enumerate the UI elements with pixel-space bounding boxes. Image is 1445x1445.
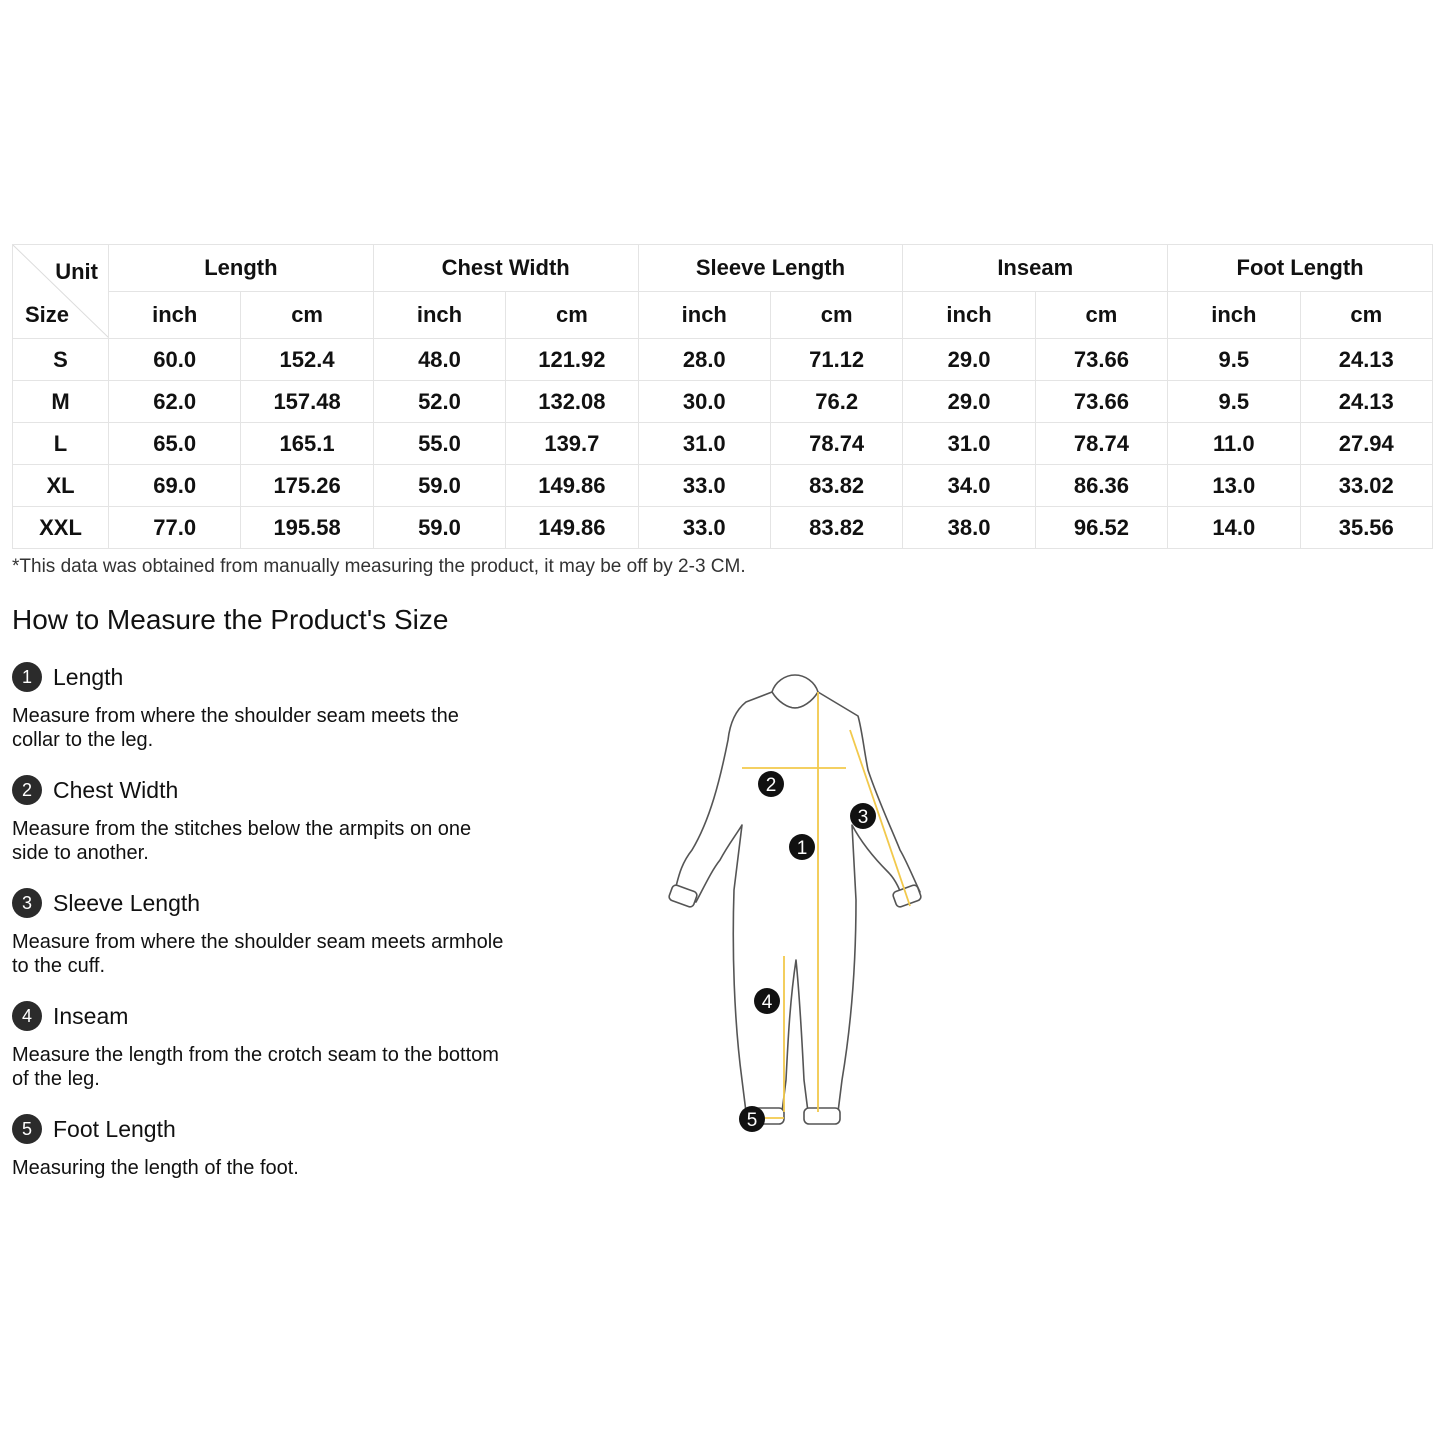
unit-header: inch: [373, 292, 505, 339]
unit-header: inch: [638, 292, 770, 339]
table-cell: 73.66: [1035, 381, 1167, 423]
group-header-row: [13, 245, 1433, 292]
header-inseam: Inseam: [903, 245, 1168, 292]
table-cell: 34.0: [903, 465, 1035, 507]
table-cell: 14.0: [1168, 507, 1300, 549]
step-number-badge: 2: [12, 775, 42, 805]
table-cell: 73.66: [1035, 339, 1167, 381]
marker-3: 3: [857, 807, 869, 828]
marker-1: 1: [796, 838, 808, 859]
right-foot: [804, 1108, 840, 1124]
table-cell: 13.0: [1168, 465, 1300, 507]
table-cell: 28.0: [638, 339, 770, 381]
size-cell: L: [13, 423, 109, 465]
size-cell: XL: [13, 465, 109, 507]
table-cell: 76.2: [770, 381, 902, 423]
table-cell: 65.0: [109, 423, 241, 465]
table-cell: 33.0: [638, 507, 770, 549]
size-cell: XXL: [13, 507, 109, 549]
table-cell: 24.13: [1300, 339, 1432, 381]
table-cell: 86.36: [1035, 465, 1167, 507]
table-cell: 96.52: [1035, 507, 1167, 549]
table-cell: 29.0: [903, 381, 1035, 423]
header-sleeve-length: Sleeve Length: [638, 245, 903, 292]
step-number-badge: 1: [12, 662, 42, 692]
table-cell: 33.0: [638, 465, 770, 507]
measurement-note: *This data was obtained from manually measuring the product, it may be off by 2-3 CM.: [12, 556, 746, 577]
table-cell: 157.48: [241, 381, 373, 423]
table-corner-cell: [13, 245, 109, 339]
table-cell: 132.08: [506, 381, 638, 423]
table-cell: 78.74: [770, 423, 902, 465]
table-cell: 30.0: [638, 381, 770, 423]
table-cell: 71.12: [770, 339, 902, 381]
step-title: Foot Length: [53, 1115, 176, 1142]
size-table: [12, 244, 1433, 549]
size-label: Size: [25, 302, 70, 327]
header-chest-width: Chest Width: [373, 245, 638, 292]
table-cell: 195.58: [241, 507, 373, 549]
size-cell: S: [13, 339, 109, 381]
step-number-badge: 5: [12, 1114, 42, 1144]
table-cell: 60.0: [109, 339, 241, 381]
table-cell: 9.5: [1168, 381, 1300, 423]
step-description: Measure the length from the crotch seam to the bottom of the leg.: [12, 1044, 499, 1090]
table-cell: 29.0: [903, 339, 1035, 381]
table-cell: 48.0: [373, 339, 505, 381]
table-cell: 62.0: [109, 381, 241, 423]
table-cell: 175.26: [241, 465, 373, 507]
jumpsuit-measurement-diagram: [650, 660, 950, 1150]
table-cell: 69.0: [109, 465, 241, 507]
step-length: [12, 660, 512, 773]
step-inseam: [12, 999, 512, 1112]
table-cell: 59.0: [373, 507, 505, 549]
unit-header: inch: [109, 292, 241, 339]
table-cell: 83.82: [770, 507, 902, 549]
step-description: Measure from where the shoulder seam meets armhole to the cuff.: [12, 931, 504, 977]
table-cell: 152.4: [241, 339, 373, 381]
step-description: Measuring the length of the foot.: [12, 1157, 299, 1179]
table-cell: 38.0: [903, 507, 1035, 549]
table-cell: 121.92: [506, 339, 638, 381]
table-row: [13, 423, 1433, 465]
table-cell: 77.0: [109, 507, 241, 549]
table-cell: 165.1: [241, 423, 373, 465]
table-cell: 27.94: [1300, 423, 1432, 465]
unit-label: Unit: [55, 259, 98, 284]
step-number-badge: 4: [12, 1001, 42, 1031]
table-cell: 11.0: [1168, 423, 1300, 465]
table-cell: 149.86: [506, 465, 638, 507]
table-cell: 24.13: [1300, 381, 1432, 423]
unit-header-row: [13, 292, 1433, 339]
step-title: Sleeve Length: [53, 889, 201, 916]
unit-header: cm: [506, 292, 638, 339]
howto-title: How to Measure the Product's Size: [12, 604, 449, 635]
size-cell: M: [13, 381, 109, 423]
unit-header: cm: [1035, 292, 1167, 339]
marker-5: 5: [746, 1110, 758, 1131]
step-sleeve-length: [12, 886, 512, 999]
table-cell: 52.0: [373, 381, 505, 423]
unit-header: cm: [1300, 292, 1432, 339]
jumpsuit-outline: [668, 675, 922, 1124]
step-description: Measure from where the shoulder seam meets the collar to the leg.: [12, 705, 459, 751]
table-cell: 83.82: [770, 465, 902, 507]
table-cell: 31.0: [903, 423, 1035, 465]
measure-steps: [12, 660, 512, 1225]
table-cell: 59.0: [373, 465, 505, 507]
unit-header: cm: [241, 292, 373, 339]
table-cell: 33.02: [1300, 465, 1432, 507]
table-cell: 78.74: [1035, 423, 1167, 465]
step-description: Measure from the stitches below the armpits on one side to another.: [12, 818, 472, 864]
table-cell: 149.86: [506, 507, 638, 549]
body-outline: [675, 692, 920, 1115]
table-cell: 55.0: [373, 423, 505, 465]
step-title: Inseam: [53, 1002, 129, 1029]
unit-header: cm: [770, 292, 902, 339]
table-cell: 9.5: [1168, 339, 1300, 381]
table-cell: 31.0: [638, 423, 770, 465]
step-number-badge: 3: [12, 888, 42, 918]
table-row: [13, 507, 1433, 549]
table-row: [13, 381, 1433, 423]
marker-4: 4: [761, 992, 773, 1013]
step-title: Chest Width: [53, 776, 179, 803]
table-row: [13, 339, 1433, 381]
unit-header: inch: [903, 292, 1035, 339]
table-cell: 35.56: [1300, 507, 1432, 549]
table-cell: 139.7: [506, 423, 638, 465]
step-title: Length: [53, 663, 124, 690]
marker-2: 2: [765, 775, 777, 796]
unit-header: inch: [1168, 292, 1300, 339]
step-foot-length: [12, 1112, 512, 1225]
table-row: [13, 465, 1433, 507]
header-length: Length: [109, 245, 374, 292]
step-chest-width: [12, 773, 512, 886]
header-foot-length: Foot Length: [1168, 245, 1433, 292]
